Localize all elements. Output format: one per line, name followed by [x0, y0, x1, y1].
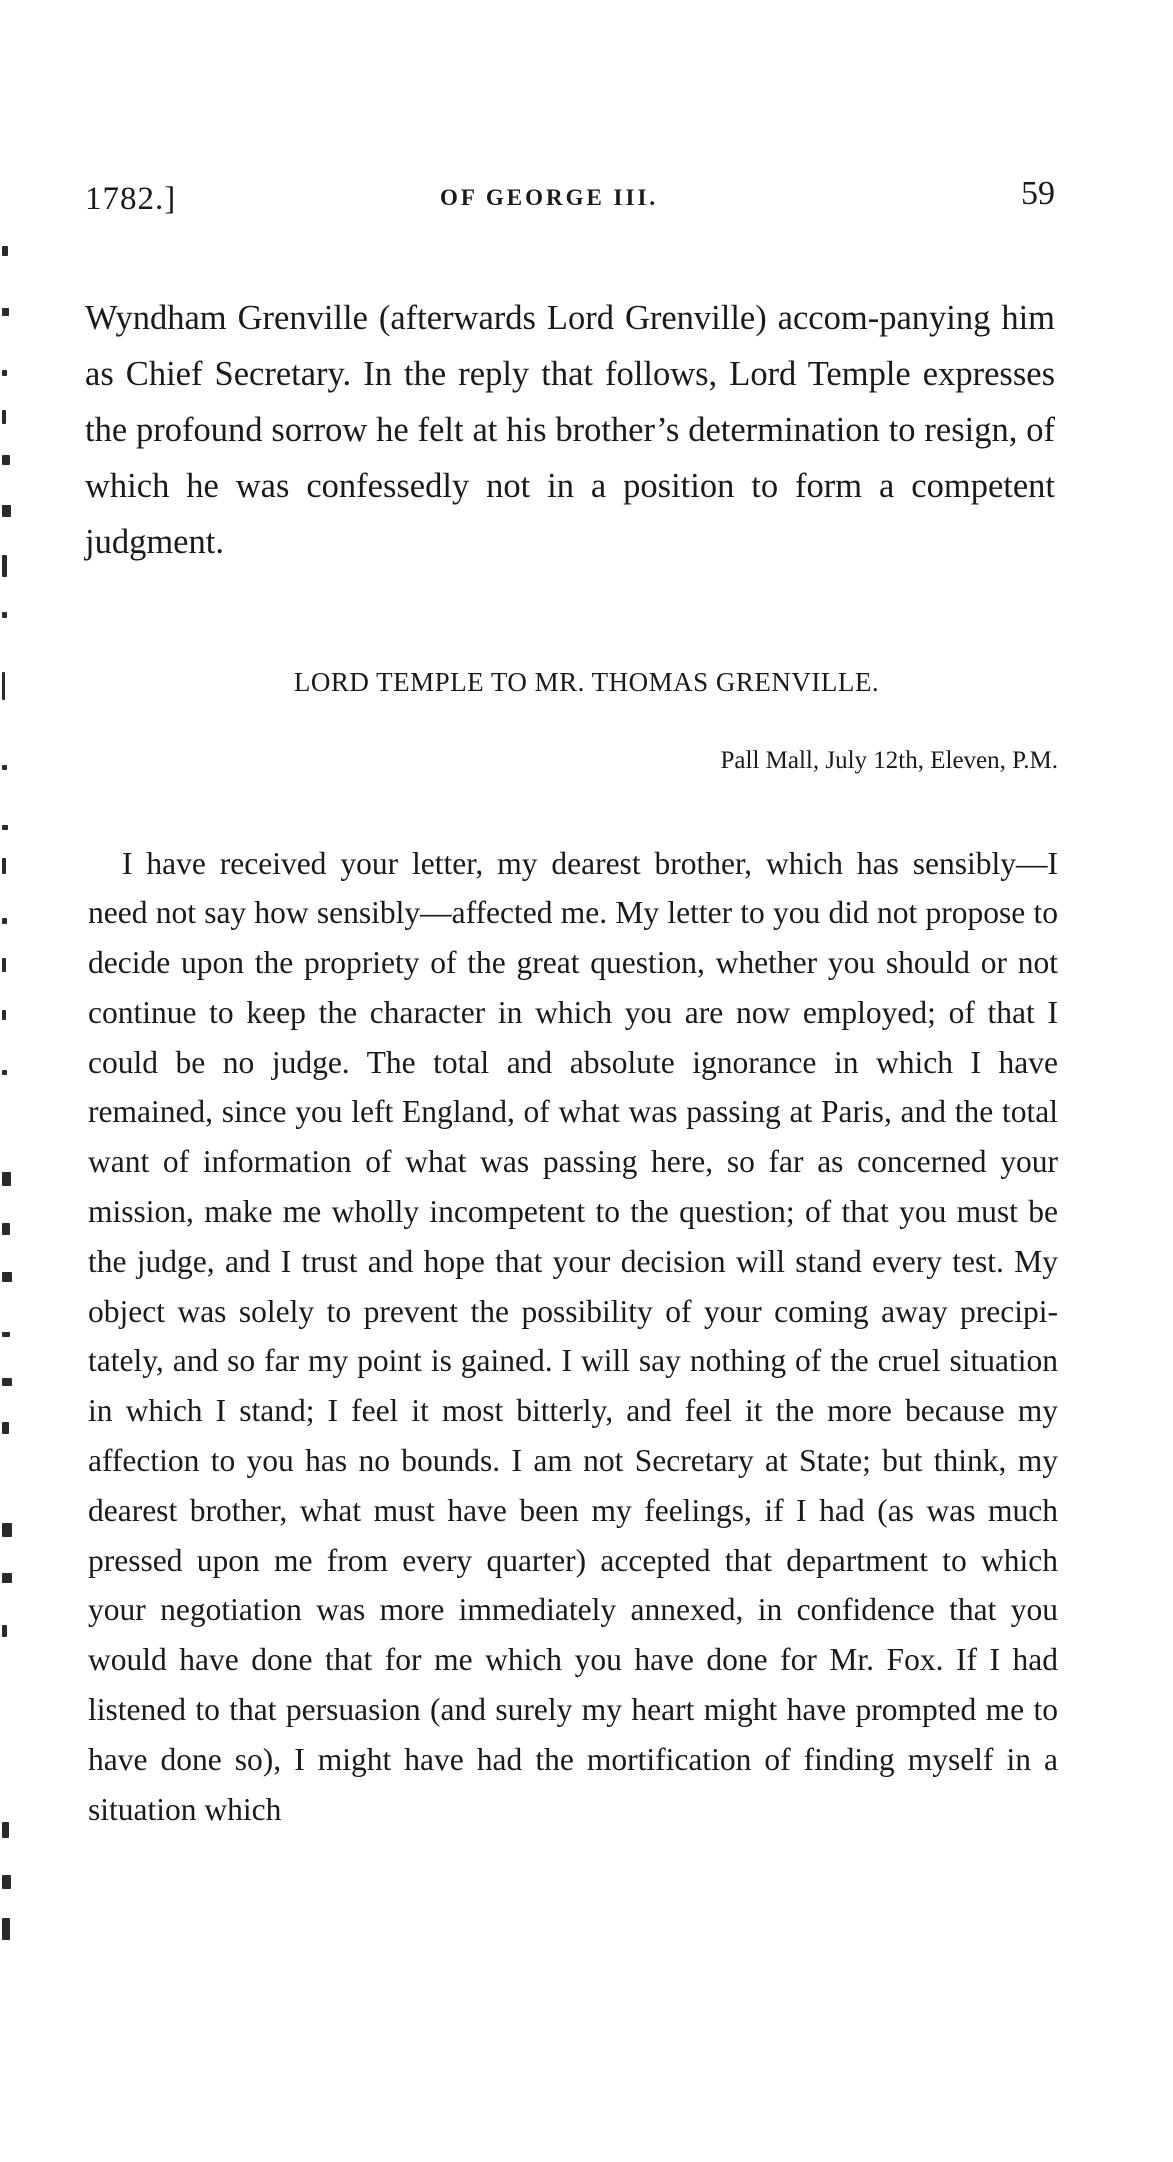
running-head-title: OF GEORGE III. [440, 185, 659, 210]
letter-body: I have received your letter, my dearest brother, which has sensibly—I need not say how sensibly—affected me. My letter to you did not propose to decide upon the propriety of the great question, whether you should or not continue to keep the character in which you are now employed; of that I could be no judge. The total and absolute ignorance in which I have remained, since you left England, of what was passing at Paris, and the total want of information of what was passing here, so far as concerned your mission, make me wholly incompetent to the question; of that you must be the judge, and I trust and hope that your decision will stand every test. My object was solely to prevent the possibility of your coming away precipi-tately, and so far my point is gained. I will say nothing of the cruel situation in which I stand; I feel it most bitterly, and feel it the more because my affection to you has no bounds. I am not Secretary at State; but think, my dearest brother, what must have been my feelings, if I had (as was much pressed upon me from every quarter) accepted that department to which your negotiation was more immediately annexed, in confidence that you would have done that for me which you have done for Mr. Fox. If I had listened to that persuasion (and surely my heart might have prompted me to have done so), I might have had the mortification of finding myself in a situation which [88, 845, 1058, 1827]
page-number: 59 [1021, 175, 1055, 212]
running-head-year: 1782.] [85, 181, 177, 217]
gutter-scan-artifacts [0, 0, 22, 2162]
intro-paragraph: Wyndham Grenville (afterwards Lord Grenville) accom-panying him as Chief Secretary. In the reply that follows, Lord Temple expresses the profound sorrow he felt at his brother’s determination to resign, of which he was confessedly not in a position to form a competent judgment. [85, 298, 1055, 561]
running-head [85, 175, 1055, 225]
letter-heading: LORD TEMPLE TO MR. THOMAS GRENVILLE. [293, 667, 880, 697]
letter-dateline: Pall Mall, July 12th, Eleven, P.M. [720, 747, 1058, 774]
